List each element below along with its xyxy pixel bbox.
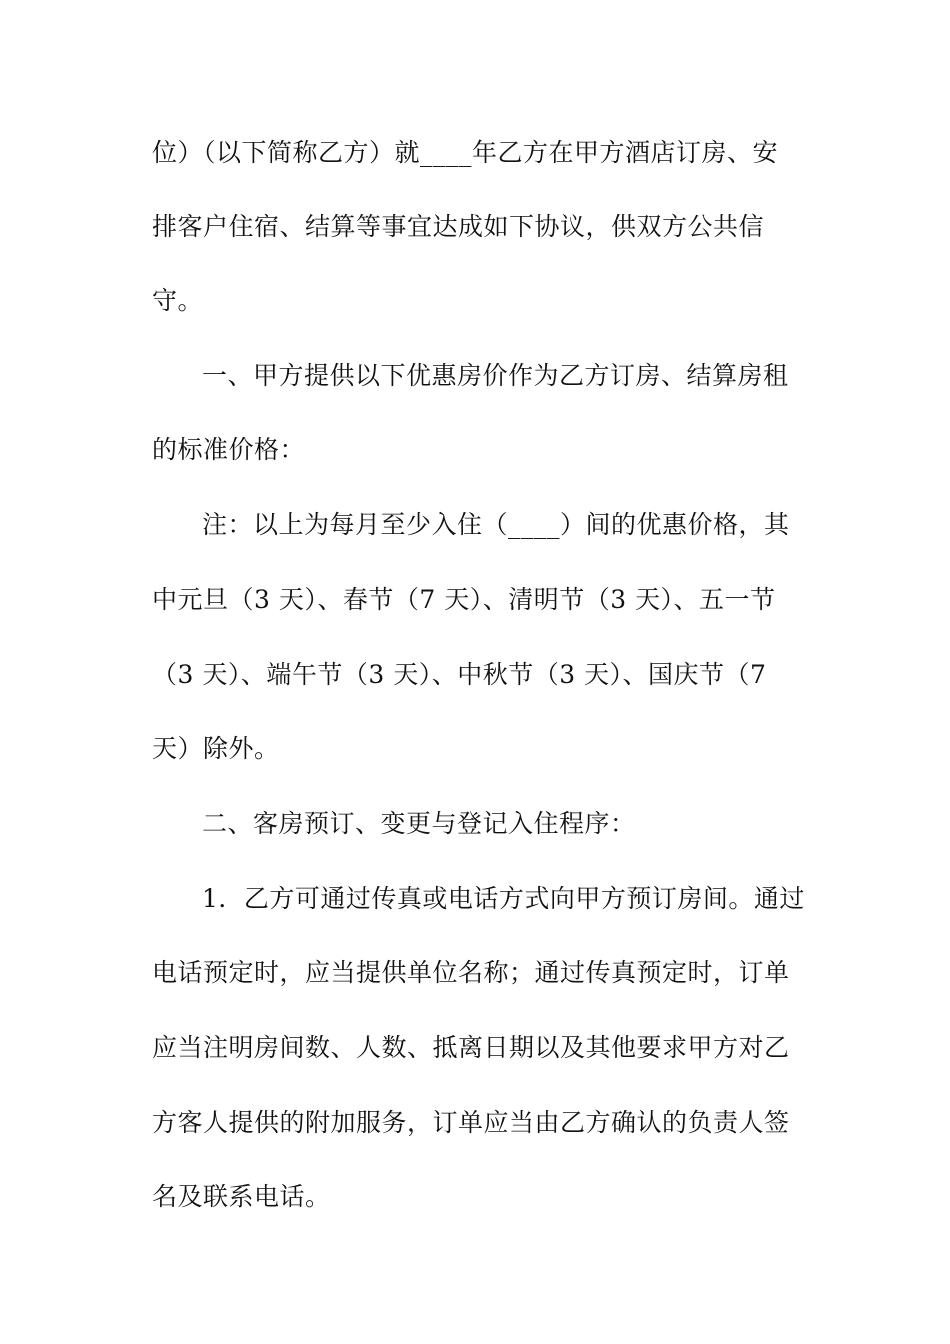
text-line: （3 天）、端午节（3 天）、中秋节（3 天）、国庆节（7: [152, 660, 767, 689]
text-line: 守。: [152, 286, 204, 315]
text-line: 应当注明房间数、人数、抵离日期以及其他要求甲方对乙: [152, 1033, 790, 1062]
text-line: 名及联系电话。: [152, 1182, 331, 1211]
note-line: 注：以上为每月至少入住（____）间的优惠价格，其: [202, 510, 790, 539]
text-line: 电话预定时，应当提供单位名称；通过传真预定时，订单: [152, 958, 790, 987]
text-line: 的标准价格：: [152, 435, 306, 464]
text-line: 天）除外。: [152, 734, 280, 763]
section-heading: 二、客房预订、变更与登记入住程序：: [202, 809, 636, 838]
list-item-line: 1．乙方可通过传真或电话方式向甲方预订房间。通过: [202, 884, 805, 913]
section-heading: 一、甲方提供以下优惠房价作为乙方订房、结算房租: [202, 361, 789, 390]
text-line: 中元旦（3 天）、春节（7 天）、清明节（3 天）、五一节: [152, 585, 776, 614]
text-line: 位）（以下简称乙方）就____年乙方在甲方酒店订房、安: [152, 138, 779, 167]
text-line: 排客户住宿、结算等事宜达成如下协议，供双方公共信: [152, 212, 765, 241]
text-line: 方客人提供的附加服务，订单应当由乙方确认的负责人签: [152, 1108, 790, 1137]
